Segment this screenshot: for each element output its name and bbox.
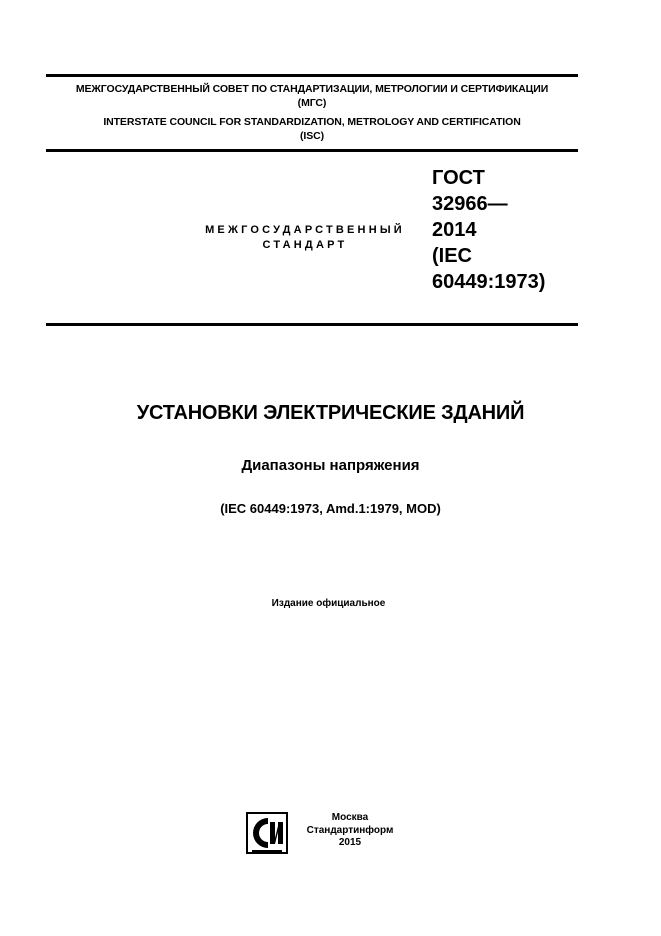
publisher-city: Москва [331, 812, 369, 823]
gost-line2: 32966— [432, 193, 508, 215]
council-ru-abbr: (МГС) [297, 97, 327, 109]
top-rule [46, 74, 578, 77]
document-reference: (IEC 60449:1973, Amd.1:1979, MOD) [220, 501, 441, 516]
gost-designation [432, 165, 582, 295]
council-ru-text: МЕЖГОСУДАРСТВЕННЫЙ СОВЕТ ПО СТАНДАРТИЗАЦИИ, МЕТРОЛОГИИ И СЕРТИФИКАЦИИ [75, 83, 549, 95]
gost-line5: 60449:1973) [432, 271, 546, 293]
publisher-name: Стандартинформ [306, 824, 394, 836]
gost-line3: 2014 [432, 219, 477, 241]
gost-line4: (IEC [432, 245, 472, 267]
header-divider-rule [46, 149, 578, 152]
publisher-info [300, 812, 400, 850]
standard-type-label [160, 223, 450, 253]
standartinform-logo-icon [246, 812, 288, 854]
document-title: УСТАНОВКИ ЭЛЕКТРИЧЕСКИЕ ЗДАНИЙ [136, 402, 525, 424]
council-name-ru [46, 82, 578, 110]
publisher-year: 2015 [338, 837, 362, 848]
council-name-en [46, 115, 578, 143]
standard-label-line2: СТАНДАРТ [262, 239, 348, 251]
standard-label-line1: МЕЖГОСУДАРСТВЕННЫЙ [205, 224, 405, 236]
edition-note: Издание официальное [271, 598, 386, 609]
title-divider-rule [46, 323, 578, 326]
gost-line1: ГОСТ [432, 167, 485, 189]
council-en-text: INTERSTATE COUNCIL FOR STANDARDIZATION, METROLOGY AND CERTIFICATION [103, 116, 521, 128]
council-en-abbr: (ISC) [300, 130, 324, 142]
document-subtitle: Диапазоны напряжения [241, 457, 420, 474]
